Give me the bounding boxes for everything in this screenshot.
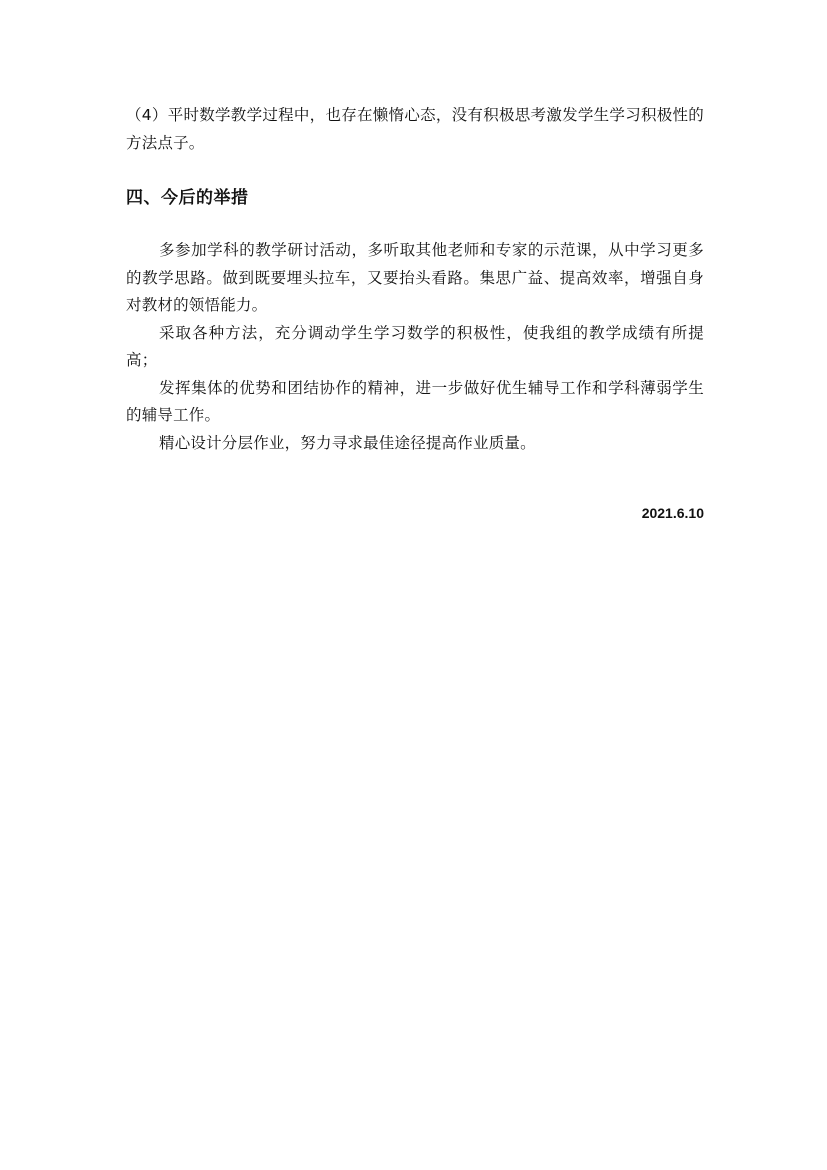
document-body	[126, 102, 704, 525]
measure-paragraph-2: 采取各种方法，充分调动学生学习数学的积极性，使我组的教学成绩有所提高；	[126, 323, 704, 369]
section-heading: 四、今后的举措	[126, 188, 249, 208]
measure-paragraph-1: 多参加学科的教学研讨活动，多听取其他老师和专家的示范课，从中学习更多的教学思路。做到既要埋头拉车，又要抬头看路。集思广益、提高效率，增强自身对教材的领悟能力。	[126, 241, 704, 314]
document-date: 2021.6.10	[641, 505, 704, 521]
measure-paragraph-4: 精心设计分层作业，努力寻求最佳途径提高作业质量。	[159, 433, 536, 452]
measure-paragraph-3: 发挥集体的优势和团结协作的精神，进一步做好优生辅导工作和学科薄弱学生的辅导工作。	[126, 378, 704, 424]
item-4-paragraph: （4）平时数学教学过程中，也存在懒惰心态，没有积极思考激发学生学习积极性的方法点子。	[126, 106, 704, 152]
